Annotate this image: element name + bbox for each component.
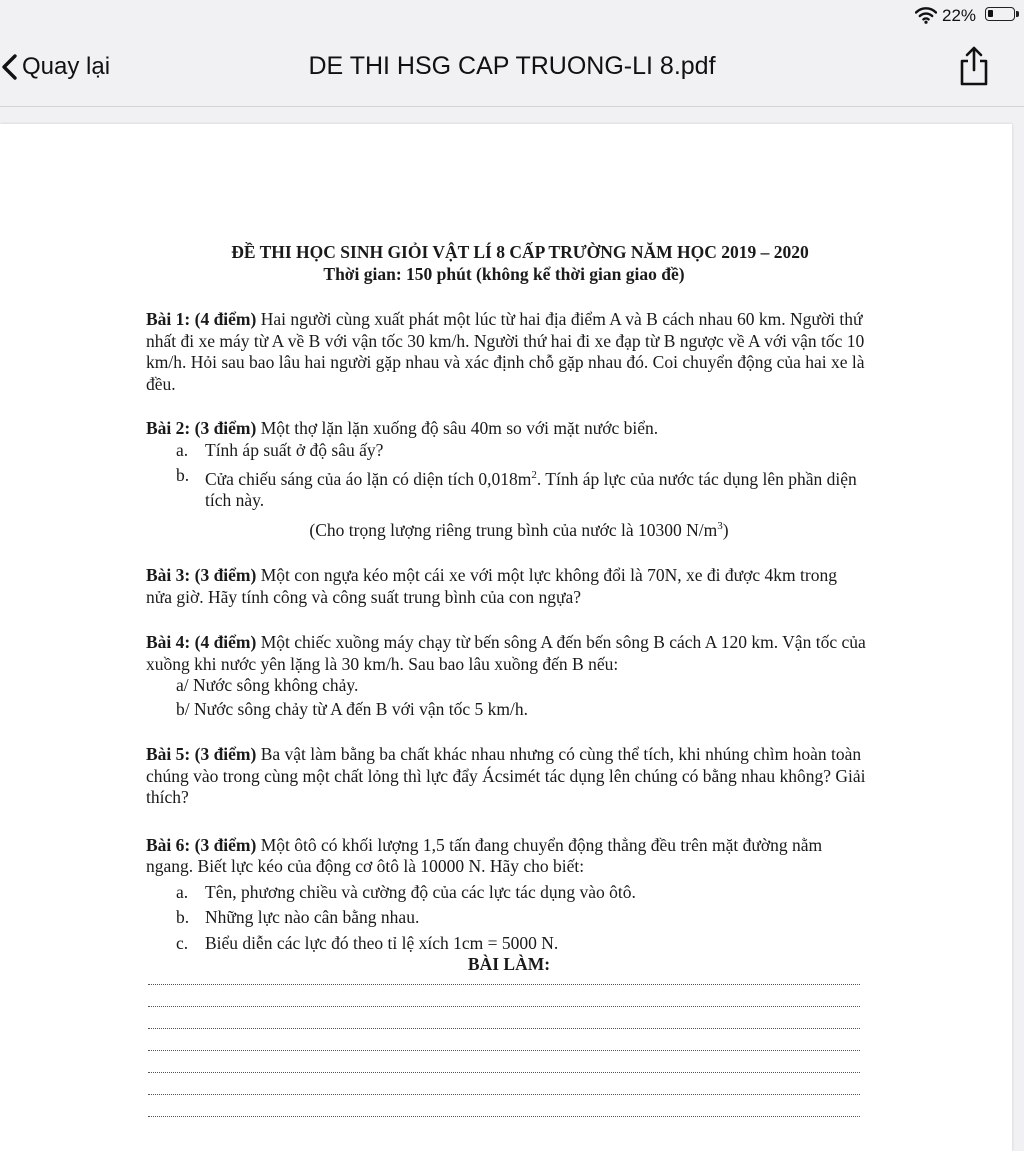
answer-line [148, 1028, 860, 1029]
document-title: DE THI HSG CAP TRUONG-LI 8.pdf [308, 52, 716, 80]
problem-4-part-a: a/ Nước sông không chảy. [176, 675, 359, 696]
nav-bar [0, 30, 1024, 107]
problem-6-text: Một ôtô có khối lượng 1,5 tấn đang chuyển động thẳng đều trên mặt đường nằm ngang. Biết lực kéo của động cơ ôtô là 10000 N. Hãy cho biết: [146, 834, 823, 877]
document-content [146, 242, 866, 1117]
answer-line [148, 1050, 860, 1051]
problem-6 [146, 835, 866, 878]
part-text: Biểu diễn các lực đó theo tỉ lệ xích 1cm = 5000 N. [205, 932, 559, 953]
problem-4-part-b: b/ Nước sông chảy từ A đến B với vận tốc 5 km/h. [176, 698, 528, 719]
problem-2-text: Một thợ lặn lặn xuống độ sâu 40m so với mặt nước biển. [256, 418, 659, 438]
answer-lines [146, 984, 866, 1117]
part-label: c. [176, 932, 189, 953]
problem-5 [146, 744, 866, 809]
problem-3-heading: Bài 3: (3 điểm) [146, 565, 257, 586]
problem-1-text: Hai người cùng xuất phát một lúc từ hai địa điểm A và B cách nhau 60 km. Người thứ nhất đi xe máy từ A về B với vận tốc 30 km/h. Người thứ hai đi xe đạp từ B ngược về A với vận tốc 10 km/h. Hỏi sau bao lâu hai người gặp nhau và xác định chỗ gặp nhau đó. Coi chuyển động của hai xe là đều. [146, 309, 865, 394]
problem-2-note [146, 516, 866, 541]
part-label: a. [176, 881, 189, 902]
problem-5-text: Ba vật làm bằng ba chất khác nhau nhưng có cùng thể tích, khi nhúng chìm hoàn toàn chúng vào trong cùng một chất lỏng thì lực đẩy Ácsimét tác dụng lên chúng có bằng nhau không? Giải thích? [146, 744, 866, 808]
problem-6-part-a [146, 882, 866, 904]
superscript: 3 [717, 519, 723, 532]
problem-5-heading: Bài 5: (3 điểm) [146, 744, 257, 765]
problem-1-heading: Bài 1: (4 điểm) [146, 309, 257, 329]
answer-line [148, 1094, 860, 1095]
problem-2-part-b [146, 465, 866, 512]
problem-6-part-c [146, 933, 866, 955]
problem-6-heading: Bài 6: (3 điểm) [146, 834, 257, 855]
problem-4-text: Một chiếc xuồng máy chạy từ bến sông A đến bến sông B cách A 120 km. Vận tốc của xuồng khi nước yên lặng là 30 km/h. Sau bao lâu xuồng đến B nếu: [146, 632, 866, 674]
problem-1 [146, 309, 866, 395]
problem-4-heading: Bài 4: (4 điểm) [146, 632, 257, 653]
status-bar [0, 0, 1024, 30]
problem-2-part-a [146, 440, 866, 462]
battery-icon [985, 7, 1015, 21]
superscript: 2 [531, 469, 537, 481]
pdf-page[interactable] [0, 124, 1012, 1151]
problem-4 [146, 632, 866, 675]
part-text: Những lực nào cân bằng nhau. [205, 907, 420, 928]
note-text-2: ) [722, 519, 729, 540]
battery-cap [1016, 11, 1019, 17]
answer-line [148, 1116, 860, 1117]
answer-line [148, 1006, 860, 1007]
answer-heading: BÀI LÀM: [467, 954, 551, 975]
part-label: b. [176, 465, 190, 485]
part-label: a. [176, 439, 189, 460]
answer-line [148, 984, 860, 985]
exam-subtitle: Thời gian: 150 phút (không kể thời gian giao đề) [323, 263, 685, 284]
share-icon[interactable] [957, 44, 991, 88]
back-label: Quay lại [22, 53, 111, 80]
battery-percent: 22% [942, 6, 977, 25]
part-text: Tính áp suất ở độ sâu ấy? [205, 439, 384, 460]
part-text: Tên, phương chiều và cường độ của các lực tác dụng vào ôtô. [205, 881, 636, 902]
part-b-text-1: Cửa chiếu sáng của áo lặn có diện tích 0,018m [205, 468, 532, 489]
part-b-text-2: . Tính áp lực của nước tác dụng lên phần diện tích này. [205, 468, 857, 511]
problem-6-part-b [146, 907, 866, 929]
part-label: b. [176, 907, 190, 928]
problem-3 [146, 565, 866, 608]
problem-2 [146, 418, 866, 440]
exam-title: ĐỀ THI HỌC SINH GIỎI VẬT LÍ 8 CẤP TRƯỜNG NĂM HỌC 2019 – 2020 [231, 242, 809, 262]
part-text [205, 465, 866, 512]
answer-line [148, 1072, 860, 1073]
note-text-1: (Cho trọng lượng riêng trung bình của nước là 10300 N/m [309, 519, 718, 540]
wifi-icon [915, 6, 937, 24]
problem-2-heading: Bài 2: (3 điểm) [146, 418, 257, 438]
battery-level [988, 10, 993, 17]
problem-3-text: Một con ngựa kéo một cái xe với một lực không đổi là 70N, xe đi được 4km trong nửa giờ. Hãy tính công và công suất trung bình của con ngựa? [146, 565, 837, 607]
